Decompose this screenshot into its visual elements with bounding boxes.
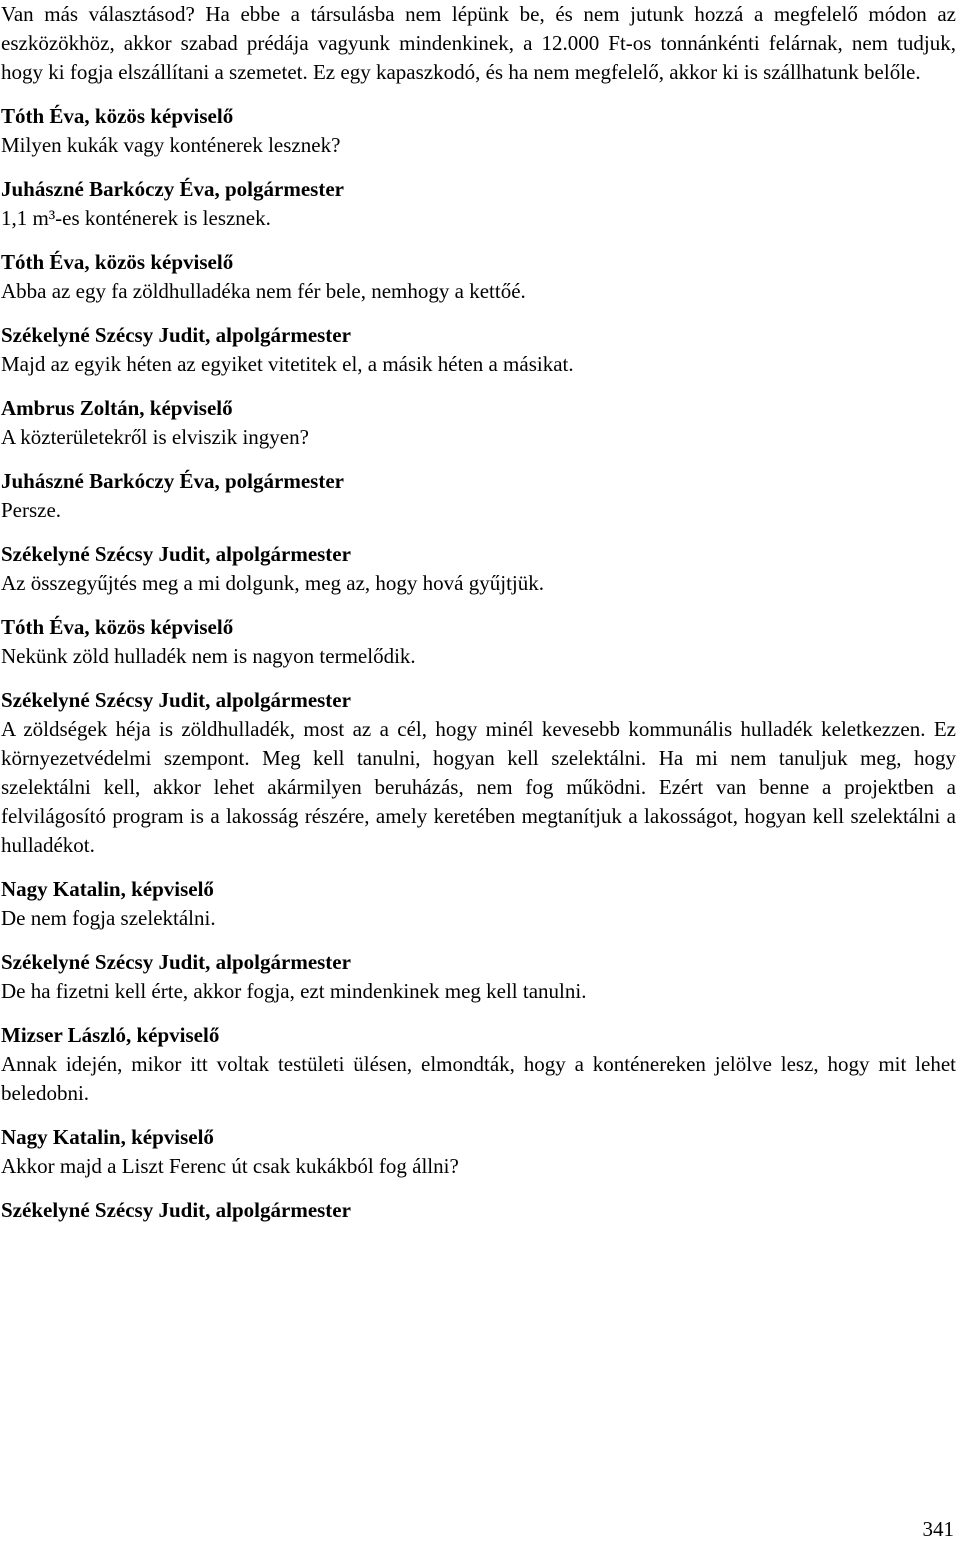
speaker-name: Juhászné Barkóczy Éva, polgármester bbox=[1, 469, 344, 493]
speaker-entry bbox=[1, 175, 956, 233]
speaker-name: Tóth Éva, közös képviselő bbox=[1, 250, 234, 274]
speaker-entry bbox=[1, 248, 956, 306]
speaker-entry bbox=[1, 467, 956, 525]
speech-text: Milyen kukák vagy konténerek lesznek? bbox=[1, 133, 341, 157]
speaker-name: Juhászné Barkóczy Éva, polgármester bbox=[1, 177, 344, 201]
speaker-entry bbox=[1, 321, 956, 379]
speaker-entry bbox=[1, 1021, 956, 1108]
speaker-entry bbox=[1, 394, 956, 452]
intro-paragraph: Van más választásod? Ha ebbe a társulásba nem lépünk be, és nem jutunk hozzá a megfelelő módon az eszközökhöz, akkor szabad prédája vagyunk mindenkinek, a 12.000 Ft-os tonnánkénti felárnak, nem tudjuk, hogy ki fogja elszállítani a szemetet. Ez egy kapaszkodó, és ha nem megfelelő, akkor ki is szállhatunk belőle. bbox=[1, 2, 956, 84]
document-body bbox=[1, 0, 956, 1240]
speaker-name: Ambrus Zoltán, képviselő bbox=[1, 396, 233, 420]
minutes-entries bbox=[1, 102, 956, 1225]
speaker-name: Nagy Katalin, képviselő bbox=[1, 877, 214, 901]
page-number: 341 bbox=[922, 1517, 954, 1541]
speaker-entry bbox=[1, 540, 956, 598]
speaker-entry bbox=[1, 102, 956, 160]
speaker-name: Székelyné Szécsy Judit, alpolgármester bbox=[1, 323, 351, 347]
speech-text: De ha fizetni kell érte, akkor fogja, ezt mindenkinek meg kell tanulni. bbox=[1, 979, 587, 1003]
speech-text: A zöldségek héja is zöldhulladék, most az a cél, hogy minél kevesebb kommunális hulladék keletkezzen. Ez környezetvédelmi szempont. Meg kell tanulni, hogyan kell szelektálni. Ha mi nem tanuljuk meg, hogy szelektálni kell, akkor lehet akármilyen beruházás, nem fog működni. Ezért van benne a projektben a felvilágosító program is a lakosság részére, amely keretében megtanítjuk a lakosságot, hogyan kell szelektálni a hulladékot. bbox=[1, 717, 956, 857]
speaker-name: Mizser László, képviselő bbox=[1, 1023, 220, 1047]
speech-text: De nem fogja szelektálni. bbox=[1, 906, 216, 930]
speaker-name: Tóth Éva, közös képviselő bbox=[1, 104, 234, 128]
speaker-name: Tóth Éva, közös képviselő bbox=[1, 615, 234, 639]
speech-text: Annak idején, mikor itt voltak testületi ülésen, elmondták, hogy a konténereken jelölve lesz, hogy mit lehet beledobni. bbox=[1, 1052, 956, 1105]
speech-text: Persze. bbox=[1, 498, 62, 522]
speaker-entry bbox=[1, 875, 956, 933]
speaker-entry bbox=[1, 613, 956, 671]
speaker-name: Székelyné Szécsy Judit, alpolgármester bbox=[1, 950, 351, 974]
speaker-entry bbox=[1, 1196, 956, 1225]
speaker-name: Székelyné Szécsy Judit, alpolgármester bbox=[1, 1198, 351, 1222]
speech-text: Nekünk zöld hulladék nem is nagyon termelődik. bbox=[1, 644, 416, 668]
speaker-entry bbox=[1, 686, 956, 860]
speech-text: Az összegyűjtés meg a mi dolgunk, meg az, hogy hová gyűjtjük. bbox=[1, 571, 544, 595]
speech-text: Majd az egyik héten az egyiket vitetitek el, a másik héten a másikat. bbox=[1, 352, 574, 376]
speech-text: Akkor majd a Liszt Ferenc út csak kukákból fog állni? bbox=[1, 1154, 459, 1178]
speaker-entry bbox=[1, 948, 956, 1006]
speaker-name: Nagy Katalin, képviselő bbox=[1, 1125, 214, 1149]
speech-text: Abba az egy fa zöldhulladéka nem fér bele, nemhogy a kettőé. bbox=[1, 279, 526, 303]
speech-text: 1,1 m³-es konténerek is lesznek. bbox=[1, 206, 271, 230]
speaker-name: Székelyné Szécsy Judit, alpolgármester bbox=[1, 542, 351, 566]
speech-text: A közterületekről is elviszik ingyen? bbox=[1, 425, 309, 449]
speaker-name: Székelyné Szécsy Judit, alpolgármester bbox=[1, 688, 351, 712]
speaker-entry bbox=[1, 1123, 956, 1181]
